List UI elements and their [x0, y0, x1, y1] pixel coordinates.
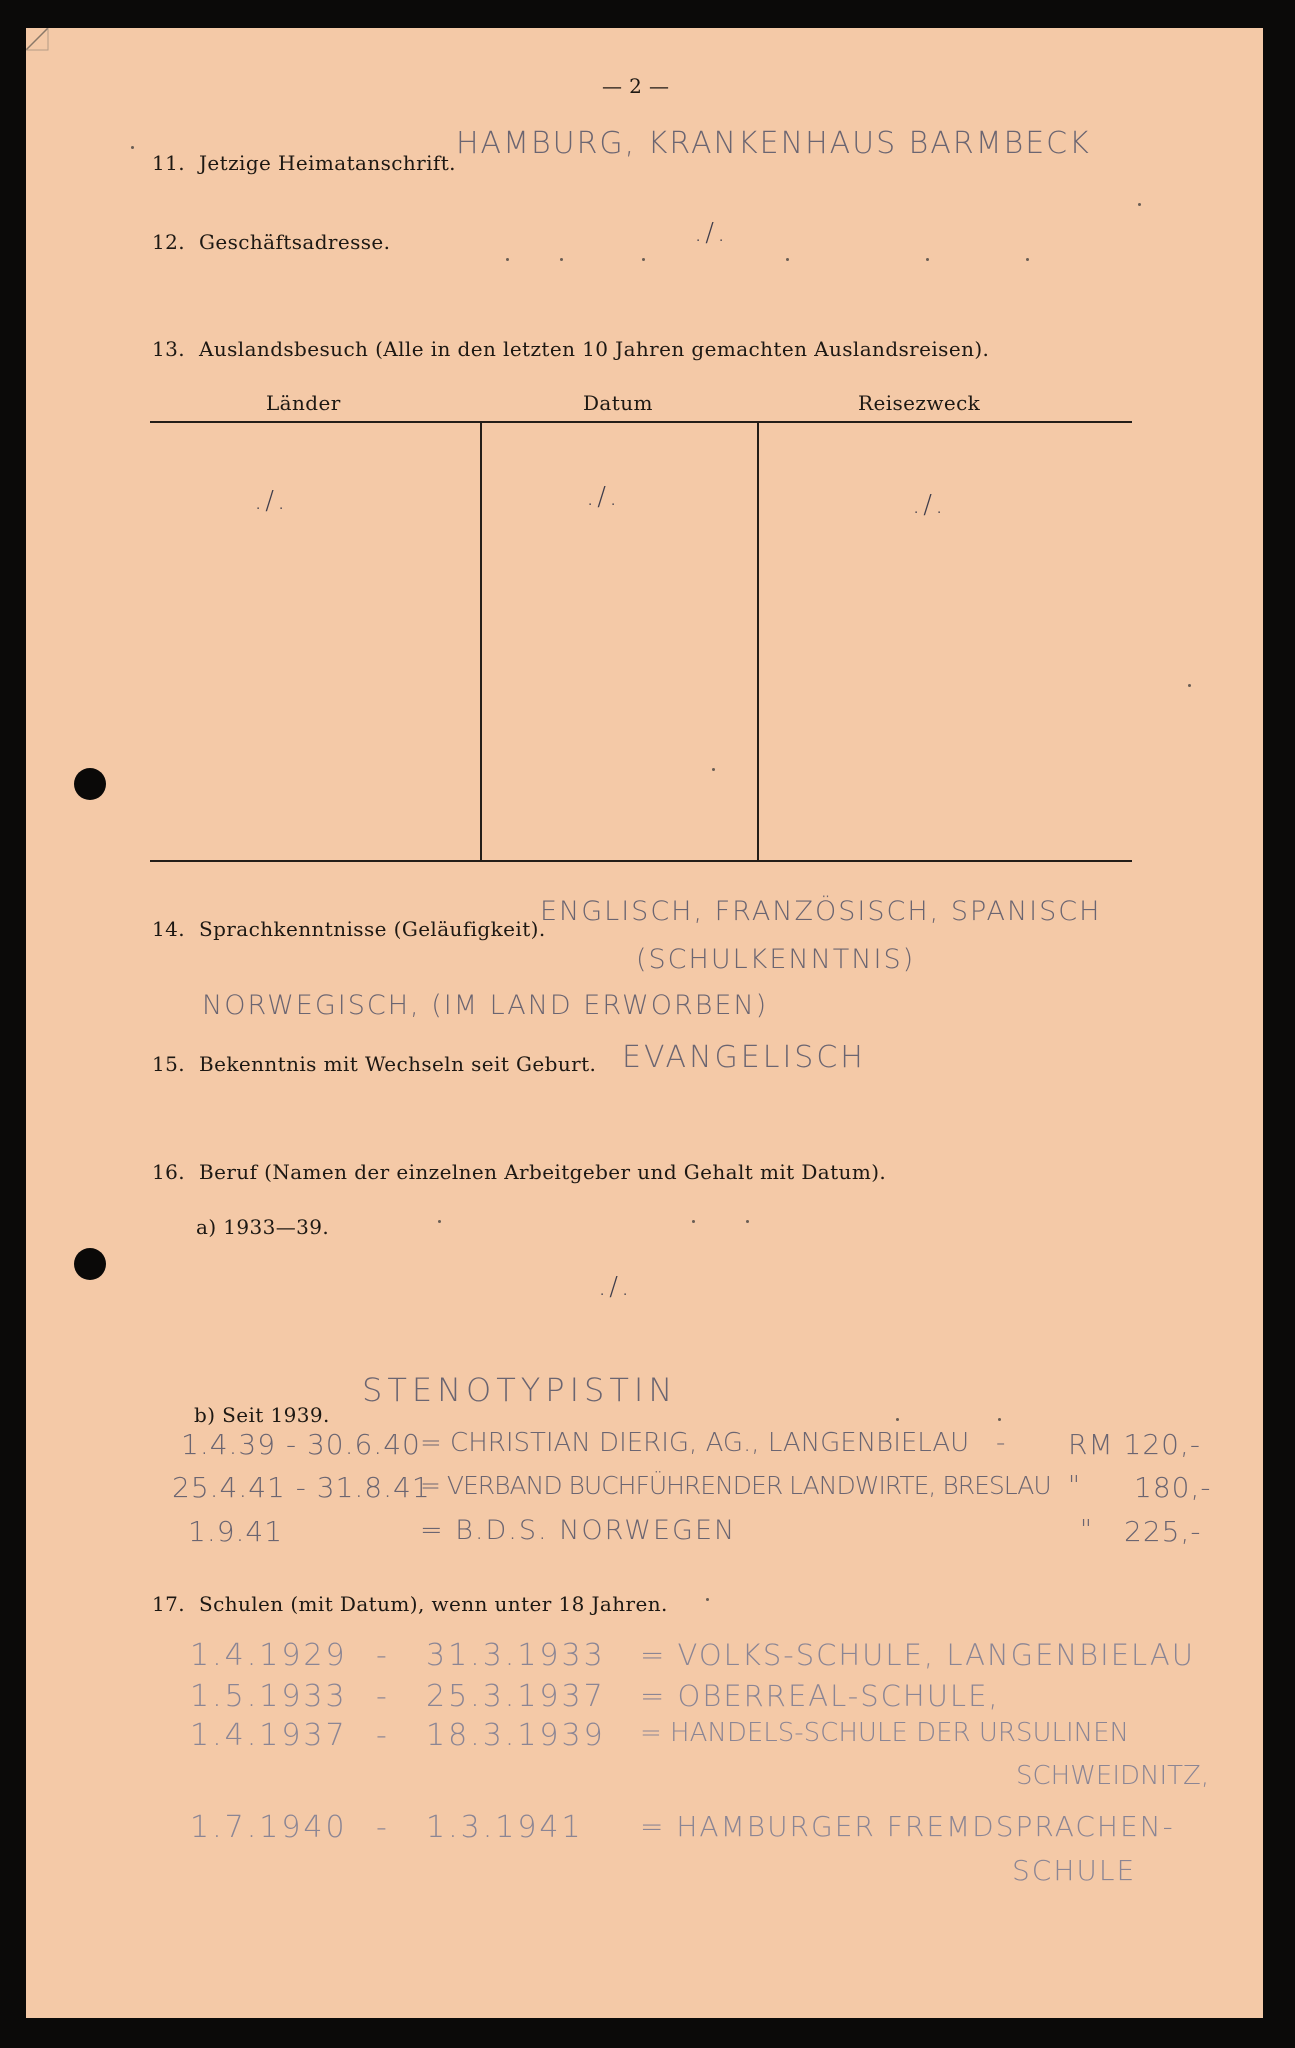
dot	[998, 1418, 1001, 1421]
q11-answer: HAMBURG, KRANKENHAUS BARMBECK	[456, 126, 1091, 161]
form-page	[26, 28, 1263, 2018]
q12-answer: ./.	[694, 218, 729, 248]
job-3-salary: 225,-	[1124, 1515, 1202, 1548]
school-4-name-cont: SCHULE	[1012, 1854, 1137, 1887]
q12-label: Geschäftsadresse.	[199, 230, 391, 254]
job-2-employer: = VERBAND BUCHFÜHRENDER LANDWIRTE, BRESLAU	[420, 1471, 1051, 1500]
school-3-name-cont: SCHWEIDNITZ,	[1016, 1761, 1210, 1791]
q14-number: 14.	[152, 917, 186, 941]
school-3-name: = HANDELS-SCHULE DER URSULINEN	[640, 1718, 1129, 1748]
dot	[896, 1418, 899, 1421]
q16-number: 16.	[152, 1160, 186, 1184]
job-1-employer: = CHRISTIAN DIERIG, AG., LANGENBIELAU	[420, 1428, 970, 1458]
q13-entry-datum: ./.	[586, 482, 621, 512]
job-3-employer: = B.D.S. NORWEGEN	[420, 1515, 737, 1546]
q16-a-label: a) 1933—39.	[196, 1215, 330, 1239]
table-bottom-rule	[150, 860, 1132, 862]
job-1-dates: 1.4.39 - 30.6.40	[181, 1428, 421, 1461]
q16-label: Beruf (Namen der einzelnen Arbeitgeber und Gehalt mit Datum).	[199, 1160, 887, 1184]
job-2-salary: 180,-	[1134, 1471, 1212, 1504]
q15-number: 15.	[152, 1052, 186, 1076]
school-1-sep: -	[376, 1638, 390, 1673]
school-2-name: = OBERREAL-SCHULE,	[640, 1679, 1000, 1713]
q15-answer: EVANGELISCH	[622, 1040, 866, 1075]
table-header-datum: Datum	[583, 391, 653, 415]
dot	[438, 1220, 441, 1223]
q14-label: Sprachkenntnisse (Geläufigkeit).	[199, 917, 546, 941]
job-2-dates: 25.4.41 - 31.8.41	[172, 1471, 431, 1504]
school-2-to: 25.3.1937	[426, 1679, 606, 1714]
dot	[712, 768, 715, 771]
dot	[506, 258, 509, 261]
school-4-name: = HAMBURGER FREMDSPRACHEN-	[640, 1810, 1175, 1843]
dot	[786, 258, 789, 261]
q13-label: Auslandsbesuch (Alle in den letzten 10 Jahren gemachten Auslandsreisen).	[199, 337, 990, 361]
q11-number: 11.	[152, 151, 186, 175]
q11-label: Jetzige Heimatanschrift.	[199, 151, 456, 175]
q13-number: 13.	[152, 337, 186, 361]
school-1-from: 1.4.1929	[190, 1638, 348, 1673]
dot	[131, 146, 134, 149]
dot	[1188, 684, 1191, 687]
school-2-from: 1.5.1933	[190, 1679, 348, 1714]
dot	[706, 1598, 709, 1601]
school-4-sep: -	[376, 1810, 390, 1845]
job-1-salary-mark: -	[996, 1428, 1009, 1458]
school-2-sep: -	[376, 1679, 390, 1714]
q16-b-title: STENOTYPISTIN	[362, 1371, 678, 1409]
table-header-laender: Länder	[266, 391, 341, 415]
q15-label: Bekenntnis mit Wechseln seit Geburt.	[199, 1052, 597, 1076]
job-3-dates: 1.9.41	[188, 1515, 284, 1548]
q17-label: Schulen (mit Datum), wenn unter 18 Jahren.	[199, 1592, 668, 1616]
q16-a-answer: ./.	[598, 1272, 633, 1302]
school-3-from: 1.4.1937	[190, 1718, 348, 1753]
q17-number: 17.	[152, 1592, 186, 1616]
dot	[1138, 203, 1141, 206]
q16-b-label: b) Seit 1939.	[194, 1403, 330, 1427]
school-1-to: 31.3.1933	[426, 1638, 606, 1673]
dot	[926, 258, 929, 261]
dot	[560, 258, 563, 261]
folded-corner	[26, 28, 86, 88]
school-4-from: 1.7.1940	[190, 1810, 348, 1845]
q14-answer-line3: NORWEGISCH, (IM LAND ERWORBEN)	[202, 990, 769, 1021]
dot	[746, 1220, 749, 1223]
q13-entry-laender: ./.	[254, 486, 289, 516]
dot	[692, 1220, 695, 1223]
table-divider-2	[757, 421, 759, 862]
school-4-to: 1.3.1941	[426, 1810, 584, 1845]
page-number: — 2 —	[602, 74, 670, 98]
table-top-rule	[150, 421, 1132, 423]
job-1-salary: RM 120,-	[1068, 1428, 1201, 1461]
dot	[642, 258, 645, 261]
punch-hole-bottom	[74, 1248, 106, 1280]
table-header-reisezweck: Reisezweck	[858, 391, 981, 415]
q12-number: 12.	[152, 230, 186, 254]
school-3-to: 18.3.1939	[426, 1718, 606, 1753]
dot	[1026, 258, 1029, 261]
job-2-salary-mark: "	[1068, 1471, 1083, 1501]
school-3-sep: -	[376, 1718, 390, 1753]
school-1-name: = VOLKS-SCHULE, LANGENBIELAU	[640, 1638, 1195, 1672]
q13-entry-reisezweck: ./.	[912, 490, 947, 520]
q14-answer-line1: ENGLISCH, FRANZÖSISCH, SPANISCH	[540, 896, 1102, 927]
punch-hole-top	[74, 768, 106, 800]
job-3-salary-mark: "	[1080, 1515, 1095, 1545]
q14-answer-line2: (SCHULKENNTNIS)	[636, 944, 916, 975]
table-divider-1	[480, 421, 482, 862]
